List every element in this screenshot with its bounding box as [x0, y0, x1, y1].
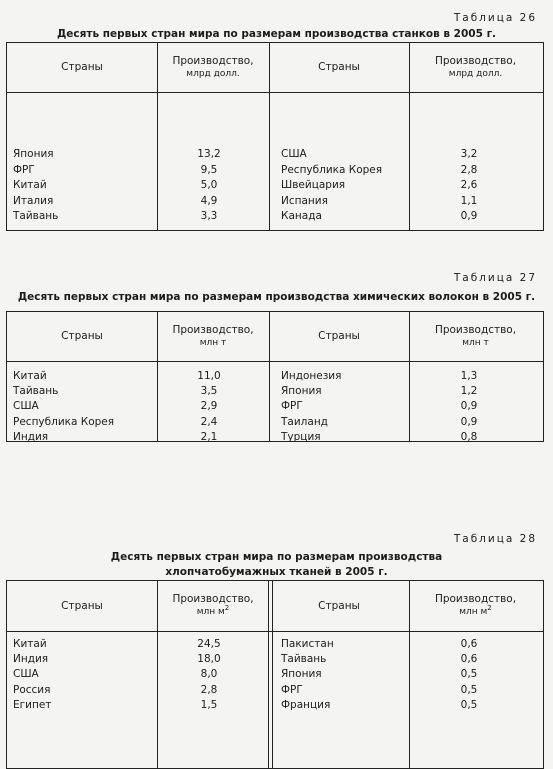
country-cell: Тайвань: [13, 210, 59, 222]
country-cell: США: [13, 400, 39, 413]
country-cell: ФРГ: [13, 163, 35, 176]
country-cell: Китай: [13, 370, 47, 382]
country-cell: США: [13, 668, 39, 681]
column-divider: [157, 581, 158, 768]
header-production-label: Производство,: [434, 323, 517, 336]
header-country-label: Страны: [61, 599, 103, 612]
country-cell: ФРГ: [281, 400, 303, 413]
country-cell: Таиланд: [281, 415, 328, 428]
header-unit: [200, 337, 227, 350]
country-cell: Республика Корея: [13, 415, 115, 428]
country-cell: Индия: [13, 653, 49, 666]
country-cell: Китай: [13, 638, 47, 650]
table-row: [7, 399, 543, 414]
header-production-label: Производство,: [172, 593, 254, 605]
header-production: [409, 312, 542, 361]
header-production: [157, 581, 269, 631]
data-table: [6, 42, 544, 231]
table-title: [0, 290, 553, 305]
table-header: [7, 581, 543, 632]
country-cell: Италия: [13, 194, 54, 207]
value-cell: 0,5: [460, 683, 478, 696]
value-cell: 0,6: [460, 638, 478, 650]
table-row: [7, 637, 543, 652]
header-unit-label: млн м: [459, 607, 488, 617]
column-divider: [409, 43, 410, 230]
value-cell: 13,2: [197, 148, 221, 160]
table-row: [7, 415, 543, 430]
data-table: [6, 311, 544, 442]
header-unit-superscript: 2: [224, 604, 230, 612]
value-cell: 3,5: [200, 385, 218, 398]
header-production-label: Производство,: [434, 593, 517, 605]
table-title-line: Десять первых стран мира по размерам производства химических волокон в 2005 г.: [17, 291, 536, 303]
value-cell: 5,0: [200, 179, 218, 191]
value-cell: 1,3: [460, 370, 478, 382]
header-production-label: Производство,: [434, 54, 517, 67]
header-unit: [186, 68, 239, 81]
header-country-label: Страны: [61, 330, 103, 342]
country-cell: Россия: [13, 683, 51, 696]
header-country: [269, 312, 409, 361]
table-row: [7, 698, 543, 713]
header-production: [157, 312, 269, 361]
value-cell: 2,8: [200, 683, 218, 696]
header-unit: [449, 68, 502, 81]
value-cell: 2,9: [200, 400, 218, 413]
data-table: [6, 580, 544, 769]
header-unit-label: млн м: [196, 607, 225, 617]
column-divider: [409, 581, 410, 768]
table-body: [7, 632, 543, 768]
country-cell: Египет: [13, 698, 52, 711]
header-country: [7, 43, 157, 92]
table-header: [7, 43, 543, 93]
table-number: Таблица 26: [453, 12, 537, 24]
country-cell: Индонезия: [281, 370, 342, 382]
table-number: Таблица 28: [453, 533, 537, 545]
table-number: Таблица 27: [453, 272, 537, 284]
header-production-label: Производство,: [172, 323, 254, 336]
value-cell: 24,5: [197, 638, 221, 650]
header-country-label: Страны: [318, 330, 360, 342]
table-body: [7, 362, 543, 441]
value-cell: 8,0: [200, 668, 218, 681]
column-divider-main: [269, 43, 270, 230]
header-country-label: Страны: [318, 599, 360, 612]
table-title-line: Десять первых стран мира по размерам производства станков в 2005 г.: [56, 28, 497, 40]
value-cell: 2,8: [460, 163, 478, 176]
header-production: [409, 43, 542, 92]
header-country: [7, 312, 157, 361]
country-cell: Тайвань: [281, 653, 327, 666]
header-unit: [459, 606, 492, 619]
table-row: [7, 147, 543, 162]
table-row: [7, 652, 543, 667]
value-cell: 0,9: [460, 210, 478, 222]
value-cell: 0,9: [460, 400, 478, 413]
header-country-label: Страны: [318, 61, 360, 73]
header-production: [409, 581, 542, 631]
country-cell: Япония: [281, 385, 322, 398]
value-cell: 0,5: [460, 668, 478, 681]
value-cell: 0,6: [460, 653, 478, 666]
table-row: [7, 163, 543, 178]
country-cell: Китай: [13, 179, 47, 191]
value-cell: 1,1: [460, 194, 478, 207]
table-title: [0, 27, 553, 42]
value-cell: 2,6: [460, 179, 478, 191]
country-cell: Швейцария: [281, 179, 346, 191]
value-cell: 4,9: [200, 194, 218, 207]
value-cell: 2,1: [200, 430, 218, 443]
column-divider-main: [269, 312, 270, 441]
table-row: [7, 194, 543, 209]
country-cell: Испания: [281, 194, 328, 207]
value-cell: 3,2: [460, 148, 478, 160]
table-header: [7, 312, 543, 362]
column-divider: [157, 312, 158, 441]
value-cell: 0,8: [460, 430, 478, 443]
country-cell: Турция: [281, 430, 321, 443]
table-title-line: Десять первых стран мира по размерам производства: [110, 551, 443, 563]
column-divider: [157, 43, 158, 230]
column-divider: [409, 312, 410, 441]
value-cell: 2,4: [200, 415, 218, 428]
country-cell: Япония: [13, 148, 54, 160]
table-row: [7, 384, 543, 399]
value-cell: 1,5: [200, 698, 218, 711]
value-cell: 3,3: [200, 210, 218, 222]
country-cell: Пакистан: [281, 638, 334, 650]
header-unit-label: млрд долл.: [448, 68, 503, 79]
country-cell: США: [281, 148, 307, 160]
value-cell: 18,0: [197, 653, 221, 666]
value-cell: 0,9: [460, 415, 478, 428]
table-row: [7, 667, 543, 682]
table-row: [7, 369, 543, 384]
value-cell: 0,5: [460, 698, 478, 711]
value-cell: 11,0: [197, 370, 221, 382]
table-row: [7, 178, 543, 193]
header-production-label: Производство,: [172, 54, 254, 67]
header-country-label: Страны: [61, 61, 103, 73]
header-unit: [462, 337, 489, 350]
header-unit-label: млн т: [199, 337, 227, 348]
table-title: [0, 550, 553, 580]
value-cell: 9,5: [200, 163, 218, 176]
value-cell: 1,2: [460, 385, 478, 398]
header-unit-superscript: 2: [487, 604, 492, 612]
country-cell: Франция: [281, 698, 331, 711]
country-cell: ФРГ: [281, 683, 303, 696]
table-row: [7, 683, 543, 698]
header-unit-label: млн т: [462, 337, 489, 348]
header-country: [269, 581, 409, 631]
header-production: [157, 43, 269, 92]
header-country: [7, 581, 157, 631]
country-cell: Тайвань: [13, 385, 59, 398]
table-body: [7, 93, 543, 230]
country-cell: Канада: [281, 210, 322, 222]
country-cell: Япония: [281, 668, 322, 681]
table-row: [7, 430, 543, 445]
table-row: [7, 209, 543, 224]
column-divider-main: [268, 581, 273, 768]
country-cell: Индия: [13, 430, 49, 443]
country-cell: Республика Корея: [281, 163, 383, 176]
header-unit: [197, 606, 230, 619]
header-unit-label: млрд долл.: [186, 68, 240, 79]
header-country: [269, 43, 409, 92]
table-title-line: хлопчатобумажных тканей в 2005 г.: [165, 566, 388, 578]
